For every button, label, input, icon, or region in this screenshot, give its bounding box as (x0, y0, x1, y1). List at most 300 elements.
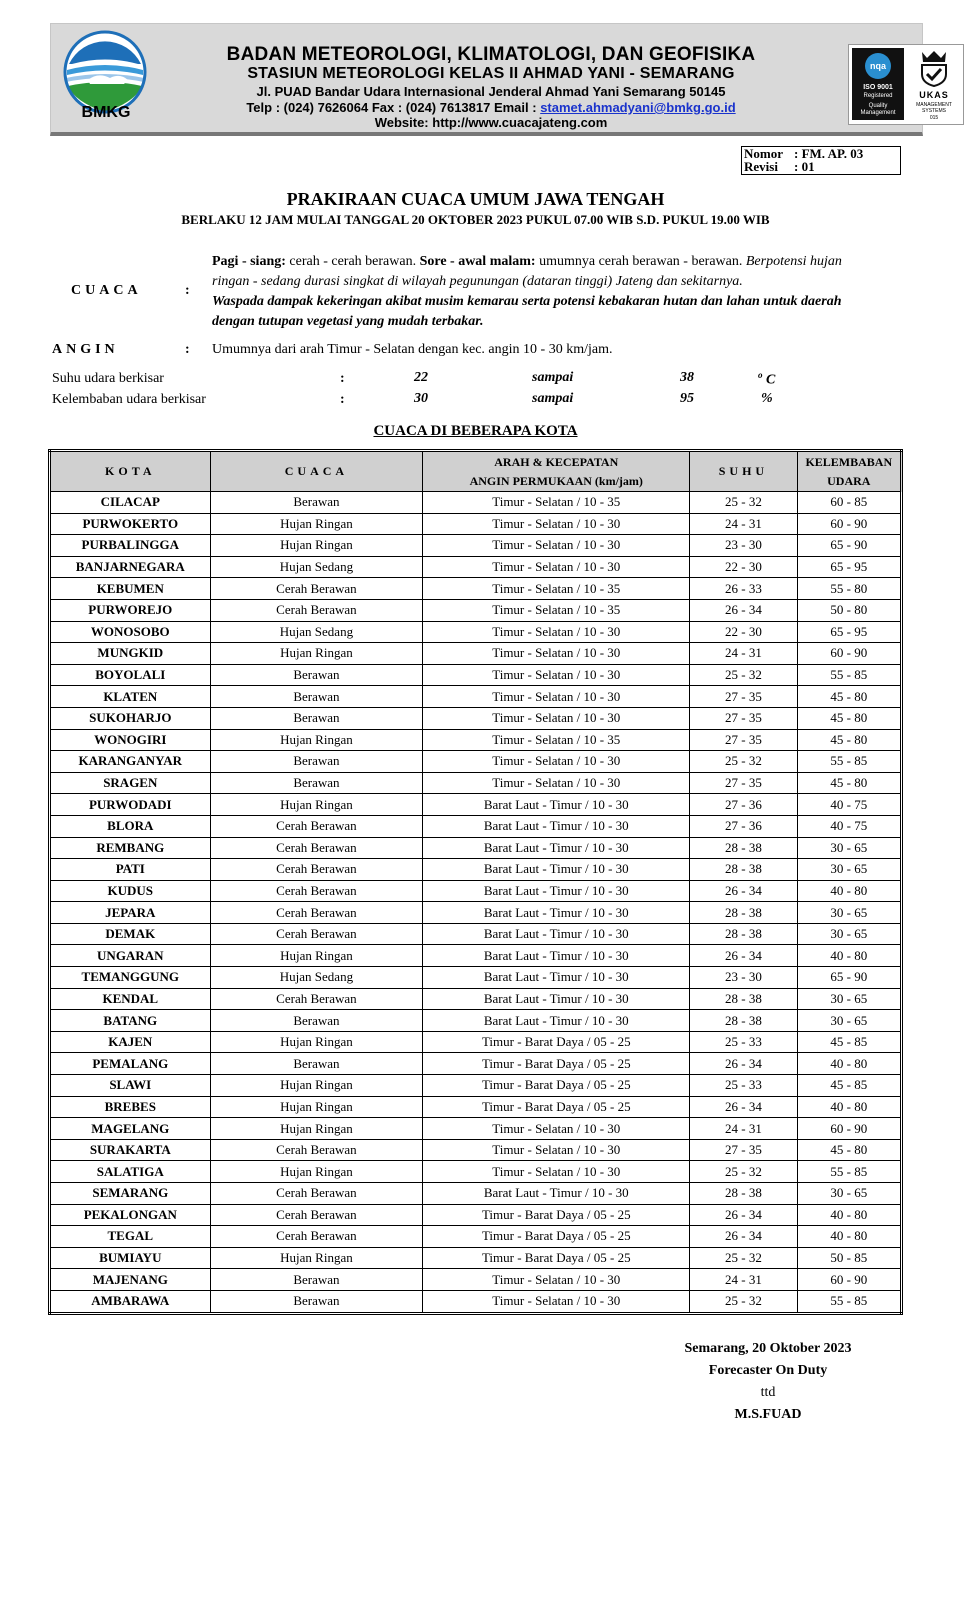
table-row (50, 859, 902, 881)
cell-angin: Timur - Barat Daya / 05 - 25 (423, 1075, 690, 1097)
cell-cuaca: Hujan Sedang (210, 556, 423, 578)
cell-kota: SEMARANG (50, 1183, 211, 1205)
cell-cuaca: Cerah Berawan (210, 1183, 423, 1205)
suhu-min: 22 (414, 370, 428, 385)
doc-revisi-row (744, 160, 815, 173)
cell-kelembaban: 45 - 80 (797, 729, 901, 751)
cell-kota: PURWODADI (50, 794, 211, 816)
suhu-colon: : (340, 371, 345, 386)
cell-cuaca: Hujan Sedang (210, 621, 423, 643)
doc-nomor-label: Nomor (744, 146, 783, 161)
ukas-systems-text: SYSTEMS (922, 108, 946, 114)
table-row (50, 945, 902, 967)
cell-kota: PATI (50, 859, 211, 881)
cell-suhu: 26 - 34 (690, 599, 797, 621)
cell-kota: UNGARAN (50, 945, 211, 967)
suhu-sampai: sampai (532, 370, 574, 385)
cell-cuaca: Berawan (210, 1269, 423, 1291)
cell-cuaca: Cerah Berawan (210, 880, 423, 902)
page-title: PRAKIRAAN CUACA UMUM JAWA TENGAH (286, 189, 665, 209)
cuaca-pagi-label: Pagi - siang: (212, 254, 286, 269)
cell-angin: Timur - Selatan / 10 - 35 (423, 492, 690, 514)
cell-cuaca: Hujan Ringan (210, 1031, 423, 1053)
cell-angin: Timur - Barat Daya / 05 - 25 (423, 1226, 690, 1248)
cell-angin: Timur - Selatan / 10 - 30 (423, 664, 690, 686)
table-row (50, 1226, 902, 1248)
table-row (50, 815, 902, 837)
nqa-management-text: Management (860, 110, 896, 116)
cell-cuaca: Hujan Ringan (210, 945, 423, 967)
degree-symbol: o (758, 370, 763, 380)
cell-suhu: 26 - 33 (690, 578, 797, 600)
table-row (50, 794, 902, 816)
cell-cuaca: Hujan Ringan (210, 729, 423, 751)
cell-angin: Timur - Selatan / 10 - 30 (423, 643, 690, 665)
cell-cuaca: Cerah Berawan (210, 1226, 423, 1248)
cell-suhu: 27 - 35 (690, 772, 797, 794)
cell-angin: Barat Laut - Timur / 10 - 30 (423, 967, 690, 989)
table-row (50, 988, 902, 1010)
signature-place-date: Semarang, 20 Oktober 2023 (684, 1341, 852, 1356)
station-address: Jl. PUAD Bandar Udara Internasional Jenderal Ahmad Yani Semarang 50145 (256, 84, 726, 99)
cell-kota: KUDUS (50, 880, 211, 902)
cell-kelembaban: 40 - 80 (797, 880, 901, 902)
cell-angin: Barat Laut - Timur / 10 - 30 (423, 880, 690, 902)
cell-kelembaban: 55 - 85 (797, 751, 901, 773)
cell-kelembaban: 40 - 75 (797, 815, 901, 837)
nqa-logo: nqa (865, 53, 891, 79)
cell-kota: BANJARNEGARA (50, 556, 211, 578)
cell-suhu: 28 - 38 (690, 902, 797, 924)
doc-revisi-value: : 01 (794, 159, 815, 174)
cell-kota: PURBALINGGA (50, 535, 211, 557)
cell-cuaca: Hujan Ringan (210, 1161, 423, 1183)
cell-cuaca: Hujan Ringan (210, 535, 423, 557)
cell-kelembaban: 65 - 90 (797, 967, 901, 989)
letterhead (50, 23, 952, 136)
cell-angin: Timur - Selatan / 10 - 30 (423, 707, 690, 729)
cell-kota: SLAWI (50, 1075, 211, 1097)
cell-cuaca: Cerah Berawan (210, 578, 423, 600)
nqa-iso-badge (852, 48, 904, 120)
cell-angin: Barat Laut - Timur / 10 - 30 (423, 1183, 690, 1205)
cell-cuaca: Cerah Berawan (210, 988, 423, 1010)
kelembaban-label: Kelembaban udara berkisar (52, 392, 206, 407)
table-row (50, 1096, 902, 1118)
table-row (50, 772, 902, 794)
email-link[interactable]: stamet.ahmadyani@bmkg.go.id (540, 100, 736, 115)
cell-kelembaban: 55 - 85 (797, 1290, 901, 1313)
cell-angin: Timur - Selatan / 10 - 30 (423, 772, 690, 794)
cell-cuaca: Berawan (210, 1053, 423, 1075)
cell-kelembaban: 60 - 90 (797, 1269, 901, 1291)
cell-kota: CILACAP (50, 492, 211, 514)
cell-suhu: 28 - 38 (690, 1010, 797, 1032)
cell-angin: Timur - Selatan / 10 - 35 (423, 578, 690, 600)
cell-kelembaban: 60 - 90 (797, 1118, 901, 1140)
header-kelembaban (797, 451, 901, 492)
cell-kelembaban: 65 - 95 (797, 556, 901, 578)
cell-cuaca: Cerah Berawan (210, 859, 423, 881)
header-angin-line1: ARAH & KECEPATAN (494, 454, 619, 469)
cell-kelembaban: 30 - 65 (797, 859, 901, 881)
cell-suhu: 25 - 32 (690, 664, 797, 686)
cell-angin: Barat Laut - Timur / 10 - 30 (423, 988, 690, 1010)
cell-angin: Barat Laut - Timur / 10 - 30 (423, 945, 690, 967)
cell-angin: Timur - Barat Daya / 05 - 25 (423, 1031, 690, 1053)
cell-cuaca: Berawan (210, 686, 423, 708)
cell-angin: Barat Laut - Timur / 10 - 30 (423, 923, 690, 945)
city-forecast-table (48, 449, 903, 1315)
cell-cuaca: Hujan Ringan (210, 794, 423, 816)
table-row (50, 556, 902, 578)
cell-kota: DEMAK (50, 923, 211, 945)
cell-kelembaban: 40 - 75 (797, 794, 901, 816)
cell-angin: Timur - Selatan / 10 - 30 (423, 1269, 690, 1291)
cell-cuaca: Cerah Berawan (210, 1139, 423, 1161)
cell-kelembaban: 55 - 85 (797, 664, 901, 686)
cell-kota: MUNGKID (50, 643, 211, 665)
cell-kelembaban: 40 - 80 (797, 1226, 901, 1248)
cell-angin: Barat Laut - Timur / 10 - 30 (423, 837, 690, 859)
table-row (50, 513, 902, 535)
table-row (50, 643, 902, 665)
cell-kelembaban: 45 - 80 (797, 707, 901, 729)
cell-kelembaban: 30 - 65 (797, 837, 901, 859)
cell-angin: Timur - Selatan / 10 - 30 (423, 621, 690, 643)
table-row (50, 1053, 902, 1075)
kelembaban-colon: : (340, 392, 345, 407)
cell-cuaca: Berawan (210, 492, 423, 514)
cell-kota: JEPARA (50, 902, 211, 924)
table-title: CUACA DI BEBERAPA KOTA (373, 423, 578, 439)
cell-kota: PURWOKERTO (50, 513, 211, 535)
cell-cuaca: Hujan Ringan (210, 643, 423, 665)
cell-angin: Barat Laut - Timur / 10 - 30 (423, 1010, 690, 1032)
header-suhu: SUHU (690, 451, 797, 492)
header-kelembaban-line1: KELEMBABAN (805, 454, 893, 469)
cuaca-potensi-text: Berpotensi hujan ringan - sedang durasi singkat di wilayah pegunungan (dataran tinggi) Jateng dan sekitarnya. (212, 254, 842, 289)
cell-cuaca: Berawan (210, 751, 423, 773)
doc-revisi-label: Revisi (744, 159, 778, 174)
cell-kelembaban: 45 - 85 (797, 1075, 901, 1097)
table-row (50, 1183, 902, 1205)
cell-kelembaban: 40 - 80 (797, 1096, 901, 1118)
cell-suhu: 23 - 30 (690, 535, 797, 557)
header-kota: KOTA (50, 451, 211, 492)
cell-suhu: 23 - 30 (690, 967, 797, 989)
warning-text: Waspada dampak kekeringan akibat musim kemarau serta potensi kebakaran hutan dan lahan untuk daerah dengan tutupan vegetasi yang mudah terbakar. (212, 294, 842, 329)
cell-cuaca: Hujan Ringan (210, 1075, 423, 1097)
cell-kota: KAJEN (50, 1031, 211, 1053)
cell-cuaca: Cerah Berawan (210, 837, 423, 859)
cell-angin: Timur - Barat Daya / 05 - 25 (423, 1204, 690, 1226)
cell-suhu: 26 - 34 (690, 1204, 797, 1226)
cell-cuaca: Berawan (210, 707, 423, 729)
cell-angin: Timur - Selatan / 10 - 30 (423, 1139, 690, 1161)
cell-kota: BUMIAYU (50, 1247, 211, 1269)
certification-badges (848, 44, 964, 125)
cell-cuaca: Cerah Berawan (210, 1204, 423, 1226)
table-row (50, 578, 902, 600)
cell-kelembaban: 45 - 85 (797, 1031, 901, 1053)
cell-kota: BLORA (50, 815, 211, 837)
cell-kota: KENDAL (50, 988, 211, 1010)
cuaca-sore-label: Sore - awal malam: (419, 254, 536, 269)
table-row (50, 1247, 902, 1269)
cell-cuaca: Berawan (210, 772, 423, 794)
contact-line (161, 100, 821, 115)
table-row (50, 1139, 902, 1161)
cell-suhu: 25 - 32 (690, 492, 797, 514)
cell-suhu: 26 - 34 (690, 880, 797, 902)
cell-suhu: 28 - 38 (690, 923, 797, 945)
cell-kota: MAJENANG (50, 1269, 211, 1291)
ukas-number: 015 (929, 115, 939, 121)
cell-suhu: 27 - 35 (690, 707, 797, 729)
cell-angin: Timur - Barat Daya / 05 - 25 (423, 1247, 690, 1269)
cell-kota: SRAGEN (50, 772, 211, 794)
nqa-registered-text: Registered (863, 93, 893, 99)
cell-kota: BATANG (50, 1010, 211, 1032)
cell-kelembaban: 40 - 80 (797, 1053, 901, 1075)
kelembaban-min: 30 (414, 391, 428, 406)
table-row (50, 751, 902, 773)
table-row (50, 1075, 902, 1097)
cell-suhu: 22 - 30 (690, 556, 797, 578)
cell-suhu: 28 - 38 (690, 859, 797, 881)
cuaca-colon: : (185, 283, 190, 298)
cell-suhu: 25 - 33 (690, 1031, 797, 1053)
crown-check-icon (908, 48, 960, 88)
cell-kelembaban: 45 - 80 (797, 772, 901, 794)
cell-kelembaban: 65 - 95 (797, 621, 901, 643)
cell-kota: SUKOHARJO (50, 707, 211, 729)
cell-angin: Timur - Selatan / 10 - 30 (423, 686, 690, 708)
cell-kelembaban: 60 - 90 (797, 513, 901, 535)
table-row (50, 1010, 902, 1032)
cell-kota: SURAKARTA (50, 1139, 211, 1161)
cell-angin: Timur - Barat Daya / 05 - 25 (423, 1096, 690, 1118)
signature-ttd: ttd (760, 1385, 776, 1400)
table-row (50, 837, 902, 859)
cell-kota: KLATEN (50, 686, 211, 708)
cell-angin: Timur - Barat Daya / 05 - 25 (423, 1053, 690, 1075)
table-row (50, 729, 902, 751)
angin-label: ANGIN (52, 342, 119, 357)
cell-cuaca: Hujan Ringan (210, 1096, 423, 1118)
cell-angin: Barat Laut - Timur / 10 - 30 (423, 794, 690, 816)
cell-angin: Timur - Selatan / 10 - 35 (423, 729, 690, 751)
station-name: STASIUN METEOROLOGI KELAS II AHMAD YANI - SEMARANG (247, 65, 735, 82)
table-row (50, 1031, 902, 1053)
cell-cuaca: Berawan (210, 664, 423, 686)
cell-kota: MAGELANG (50, 1118, 211, 1140)
kelembaban-max: 95 (680, 391, 694, 406)
ukas-management-text: MANAGEMENT (916, 102, 952, 108)
cell-cuaca: Cerah Berawan (210, 902, 423, 924)
cell-angin: Barat Laut - Timur / 10 - 30 (423, 859, 690, 881)
cell-cuaca: Berawan (210, 1010, 423, 1032)
cell-kota: TEGAL (50, 1226, 211, 1248)
table-body (50, 492, 902, 1314)
cell-angin: Barat Laut - Timur / 10 - 30 (423, 815, 690, 837)
cell-kota: WONOSOBO (50, 621, 211, 643)
cell-suhu: 25 - 32 (690, 1290, 797, 1313)
table-row (50, 664, 902, 686)
cell-kelembaban: 40 - 80 (797, 1204, 901, 1226)
cell-angin: Barat Laut - Timur / 10 - 30 (423, 902, 690, 924)
cell-kota: AMBARAWA (50, 1290, 211, 1313)
nqa-quality-text: Quality (868, 103, 888, 109)
logo-text: BMKG (81, 104, 131, 121)
document-number-box (741, 146, 901, 175)
table-row (50, 967, 902, 989)
kelembaban-sampai: sampai (532, 391, 574, 406)
angin-description: Umumnya dari arah Timur - Selatan dengan kec. angin 10 - 30 km/jam. (212, 342, 613, 357)
cell-suhu: 26 - 34 (690, 1053, 797, 1075)
cell-angin: Timur - Selatan / 10 - 35 (423, 599, 690, 621)
suhu-unit: $^o$ C (758, 370, 776, 388)
table-row (50, 1269, 902, 1291)
cell-angin: Timur - Selatan / 10 - 30 (423, 535, 690, 557)
cell-kelembaban: 55 - 85 (797, 1161, 901, 1183)
cell-angin: Timur - Selatan / 10 - 30 (423, 556, 690, 578)
cell-kota: BOYOLALI (50, 664, 211, 686)
cell-kota: BREBES (50, 1096, 211, 1118)
cell-suhu: 27 - 36 (690, 794, 797, 816)
cell-kota: TEMANGGUNG (50, 967, 211, 989)
cell-cuaca: Cerah Berawan (210, 599, 423, 621)
cell-suhu: 24 - 31 (690, 1118, 797, 1140)
cuaca-sore-text: umumnya cerah berawan - berawan. (535, 254, 746, 269)
cell-cuaca: Hujan Ringan (210, 1247, 423, 1269)
cell-kelembaban: 45 - 80 (797, 1139, 901, 1161)
contact-phone-fax: Telp : (024) 7626064 Fax : (024) 7613817 Email : (246, 100, 541, 115)
table-row (50, 686, 902, 708)
cell-angin: Timur - Selatan / 10 - 30 (423, 1161, 690, 1183)
cell-suhu: 26 - 34 (690, 1096, 797, 1118)
cell-suhu: 26 - 34 (690, 945, 797, 967)
header-kelembaban-line2: UDARA (827, 473, 871, 488)
cell-angin: Timur - Selatan / 10 - 30 (423, 1290, 690, 1313)
cuaca-description (212, 252, 877, 291)
kelembaban-unit: % (761, 391, 773, 406)
cell-cuaca: Hujan Sedang (210, 967, 423, 989)
cell-kelembaban: 30 - 65 (797, 1010, 901, 1032)
cell-kota: KARANGANYAR (50, 751, 211, 773)
cell-suhu: 24 - 31 (690, 513, 797, 535)
table-row (50, 923, 902, 945)
cell-kota: KEBUMEN (50, 578, 211, 600)
table-row (50, 880, 902, 902)
cell-cuaca: Cerah Berawan (210, 815, 423, 837)
signature-name: M.S.FUAD (734, 1407, 802, 1422)
table-row (50, 1118, 902, 1140)
page-subtitle: BERLAKU 12 JAM MULAI TANGGAL 20 OKTOBER 2023 PUKUL 07.00 WIB S.D. PUKUL 19.00 WIB (181, 212, 770, 227)
cuaca-pagi-text: cerah - cerah berawan. (285, 254, 420, 269)
cell-suhu: 28 - 38 (690, 988, 797, 1010)
cell-kelembaban: 40 - 80 (797, 945, 901, 967)
table-row (50, 707, 902, 729)
cell-kelembaban: 30 - 65 (797, 902, 901, 924)
cell-kelembaban: 60 - 90 (797, 643, 901, 665)
cell-kota: PEMALANG (50, 1053, 211, 1075)
cell-suhu: 27 - 35 (690, 1139, 797, 1161)
cell-kelembaban: 30 - 65 (797, 988, 901, 1010)
table-row (50, 1290, 902, 1313)
table-row (50, 535, 902, 557)
cell-cuaca: Cerah Berawan (210, 923, 423, 945)
cell-angin: Timur - Selatan / 10 - 30 (423, 1118, 690, 1140)
header-cuaca: CUACA (210, 451, 423, 492)
cell-kelembaban: 50 - 80 (797, 599, 901, 621)
ukas-name: UKAS (919, 90, 949, 100)
table-row (50, 492, 902, 514)
table-row (50, 599, 902, 621)
cell-suhu: 25 - 32 (690, 751, 797, 773)
doc-nomor-value: : FM. AP. 03 (794, 146, 864, 161)
header-angin (423, 451, 690, 492)
table-header-row (50, 451, 902, 492)
cell-cuaca: Berawan (210, 1290, 423, 1313)
cell-suhu: 25 - 32 (690, 1161, 797, 1183)
cell-suhu: 24 - 31 (690, 1269, 797, 1291)
ukas-badge (908, 48, 960, 120)
cell-suhu: 28 - 38 (690, 1183, 797, 1205)
cell-suhu: 24 - 31 (690, 643, 797, 665)
suhu-max: 38 (680, 370, 694, 385)
cell-angin: Timur - Selatan / 10 - 30 (423, 513, 690, 535)
website-line: Website: http://www.cuacajateng.com (374, 115, 608, 130)
signature-role: Forecaster On Duty (708, 1363, 828, 1378)
cell-suhu: 27 - 35 (690, 729, 797, 751)
cell-kota: PEKALONGAN (50, 1204, 211, 1226)
table-row (50, 902, 902, 924)
cell-suhu: 22 - 30 (690, 621, 797, 643)
cell-kota: REMBANG (50, 837, 211, 859)
cell-suhu: 26 - 34 (690, 1226, 797, 1248)
cell-kota: SALATIGA (50, 1161, 211, 1183)
cell-kota: PURWOREJO (50, 599, 211, 621)
cell-kelembaban: 30 - 65 (797, 1183, 901, 1205)
cell-angin: Timur - Selatan / 10 - 30 (423, 751, 690, 773)
cell-suhu: 27 - 36 (690, 815, 797, 837)
cell-kelembaban: 55 - 80 (797, 578, 901, 600)
cell-suhu: 27 - 35 (690, 686, 797, 708)
header-angin-line2: ANGIN PERMUKAAN (km/jam) (469, 473, 643, 488)
cell-kelembaban: 30 - 65 (797, 923, 901, 945)
cell-cuaca: Hujan Ringan (210, 1118, 423, 1140)
cell-suhu: 25 - 32 (690, 1247, 797, 1269)
table-row (50, 621, 902, 643)
agency-name: BADAN METEOROLOGI, KLIMATOLOGI, DAN GEOFISIKA (226, 44, 756, 65)
cell-kelembaban: 65 - 90 (797, 535, 901, 557)
suhu-label: Suhu udara berkisar (52, 371, 164, 386)
nqa-iso-text: ISO 9001 (863, 84, 893, 91)
cell-kota: WONOGIRI (50, 729, 211, 751)
table-row (50, 1204, 902, 1226)
cell-cuaca: Hujan Ringan (210, 513, 423, 535)
angin-colon: : (185, 342, 190, 357)
cell-kelembaban: 45 - 80 (797, 686, 901, 708)
cell-kelembaban: 60 - 85 (797, 492, 901, 514)
cell-suhu: 25 - 33 (690, 1075, 797, 1097)
table-row (50, 1161, 902, 1183)
cuaca-label: CUACA (71, 283, 142, 298)
cell-suhu: 28 - 38 (690, 837, 797, 859)
cell-kelembaban: 50 - 85 (797, 1247, 901, 1269)
